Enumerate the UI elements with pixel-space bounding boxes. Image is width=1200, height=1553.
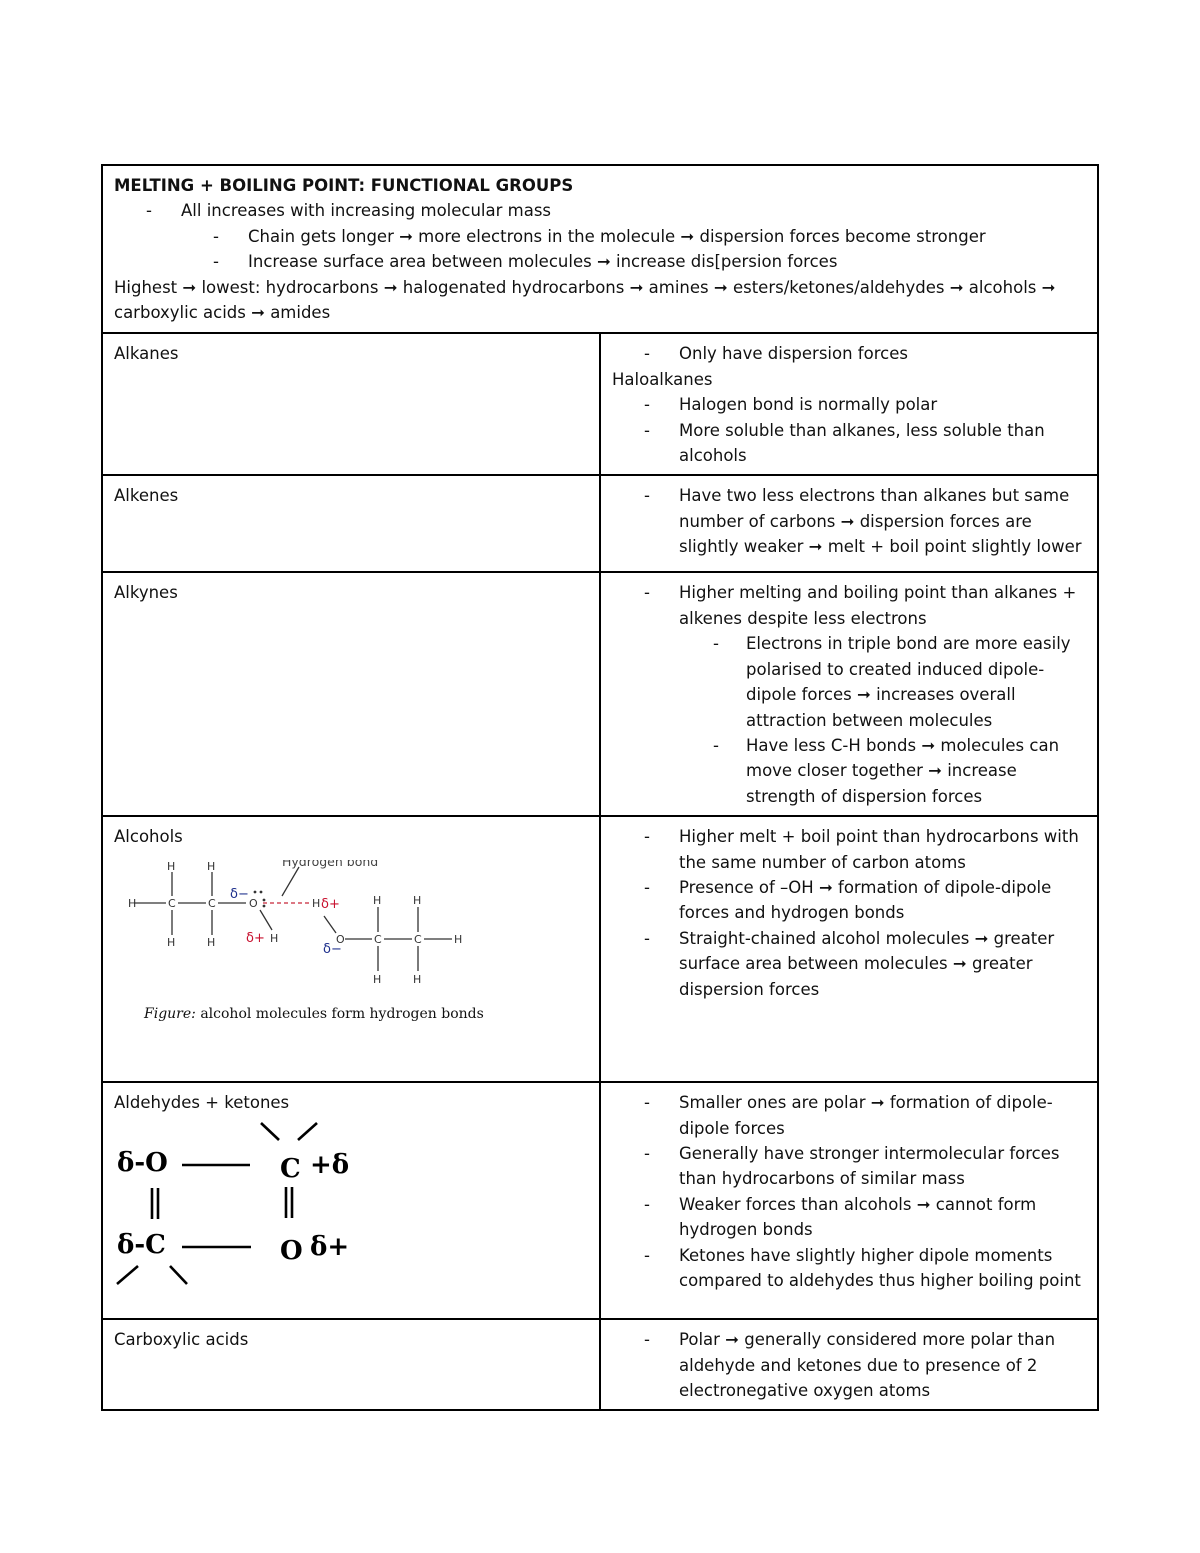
notes-table	[101, 164, 1099, 1411]
diagram-label: +δ	[310, 1149, 350, 1180]
atom-label: H	[373, 893, 382, 907]
table-row	[102, 572, 1098, 816]
list-item: - Have two less electrons than alkanes but same number of carbons ➞ dispersion forces are slightly weaker ➞ melt + boil point slightly lower	[612, 483, 1086, 559]
atom-label: C	[168, 896, 176, 910]
notes-cell	[600, 572, 1098, 816]
subheading: Haloalkanes	[612, 369, 713, 389]
table-row	[102, 475, 1098, 572]
table-row	[102, 1082, 1098, 1319]
group-label-cell	[102, 1319, 600, 1410]
group-label: Alkanes	[114, 344, 179, 364]
list-item: - Polar ➞ generally considered more polar than aldehyde and ketones due to presence of 2 electronegative oxygen atoms	[612, 1327, 1086, 1403]
atom-label: H	[454, 932, 463, 946]
group-label: Carboxylic acids	[114, 1330, 249, 1350]
diagram-label: δ-O	[117, 1147, 168, 1178]
atom-label: H	[167, 935, 176, 949]
notes-list	[612, 580, 1086, 631]
header-row	[102, 165, 1098, 333]
list-item: - Presence of –OH ➞ formation of dipole-dipole forces and hydrogen bonds	[612, 875, 1086, 926]
boiling-order-text: Highest ➞ lowest: hydrocarbons ➞ halogenated hydrocarbons ➞ amines ➞ esters/ketones/aldehydes ➞ alcohols ➞ carboxylic acids ➞ amides	[114, 277, 1056, 323]
hydrogen-bond-label: Hydrogen bond	[282, 859, 379, 869]
atom-label: C	[208, 896, 216, 910]
delta-plus-label: δ+	[246, 930, 265, 946]
notes-list	[612, 392, 1086, 468]
list-item: - Weaker forces than alcohols ➞ cannot form hydrogen bonds	[612, 1192, 1086, 1243]
notes-cell	[600, 333, 1098, 475]
notes-list	[612, 341, 1086, 366]
list-item: - Only have dispersion forces	[612, 341, 1086, 366]
notes-sheet	[101, 164, 1099, 1411]
notes-cell	[600, 1082, 1098, 1319]
figure-caption	[144, 1002, 484, 1027]
group-label-cell	[102, 572, 600, 816]
list-item: - Smaller ones are polar ➞ formation of dipole-dipole forces	[612, 1090, 1086, 1141]
notes-list	[612, 483, 1086, 559]
diagram-label: C	[280, 1153, 301, 1184]
group-label-cell	[102, 816, 600, 1082]
atom-label: H	[128, 896, 137, 910]
diagram-label: δ+	[310, 1231, 350, 1262]
diagram-label: O	[280, 1235, 303, 1266]
list-item: - Increase surface area between molecules ➞ increase dis[persion forces	[114, 249, 1086, 274]
figure-caption-label: Figure:	[144, 1005, 196, 1022]
atom-label: H	[167, 859, 176, 873]
atom-label: O	[249, 896, 258, 910]
notes-cell	[600, 1319, 1098, 1410]
notes-list	[612, 1090, 1086, 1293]
group-label-cell	[102, 475, 600, 572]
atom-label: H	[207, 935, 216, 949]
table-row	[102, 816, 1098, 1082]
group-label: Alkynes	[114, 583, 178, 603]
group-label: Alcohols	[114, 827, 183, 847]
notes-list	[612, 824, 1086, 1002]
atom-label: O	[336, 932, 345, 946]
list-item: - Electrons in triple bond are more easily polarised to created induced dipole-dipole forces ➞ increases overall attraction between molecules	[612, 631, 1086, 733]
figure-caption-text: alcohol molecules form hydrogen bonds	[200, 1005, 484, 1022]
atom-label: H	[413, 972, 422, 986]
list-item: - Ketones have slightly higher dipole moments compared to aldehydes thus higher boiling point	[612, 1243, 1086, 1294]
group-label-cell	[102, 333, 600, 475]
table-row	[102, 1319, 1098, 1410]
delta-minus-label: δ−	[230, 886, 249, 902]
notes-list	[612, 1327, 1086, 1403]
page-title: MELTING + BOILING POINT: FUNCTIONAL GROUPS	[114, 176, 574, 195]
list-item: - Higher melt + boil point than hydrocarbons with the same number of carbon atoms	[612, 824, 1086, 875]
diagram-label: δ-C	[117, 1229, 166, 1260]
header-bullets	[114, 198, 1086, 223]
delta-minus-label: δ−	[323, 941, 342, 957]
list-item: - Straight-chained alcohol molecules ➞ greater surface area between molecules ➞ greater dispersion forces	[612, 926, 1086, 1002]
delta-plus-label: δ+	[321, 896, 340, 912]
list-item: - Chain gets longer ➞ more electrons in the molecule ➞ dispersion forces become stronger	[114, 224, 1086, 249]
atom-label: H	[207, 859, 216, 873]
group-label-cell	[102, 1082, 600, 1319]
atom-label: H	[373, 972, 382, 986]
group-label: Aldehydes + ketones	[114, 1093, 290, 1113]
dipole-interaction-diagram	[114, 1116, 474, 1301]
atom-label: C	[414, 932, 422, 946]
atom-label: H	[270, 931, 279, 945]
list-item: - All increases with increasing molecular mass	[114, 198, 1086, 223]
header-cell	[102, 165, 1098, 333]
atom-label: H	[413, 893, 422, 907]
list-item: - Generally have stronger intermolecular forces than hydrocarbons of similar mass	[612, 1141, 1086, 1192]
list-item: - Halogen bond is normally polar	[612, 392, 1086, 417]
notes-cell	[600, 816, 1098, 1082]
atom-label: H	[312, 896, 321, 910]
list-item: - Have less C-H bonds ➞ molecules can move closer together ➞ increase strength of dispersion forces	[612, 733, 1086, 809]
atom-label: C	[374, 932, 382, 946]
list-item: - Higher melting and boiling point than alkanes + alkenes despite less electrons	[612, 580, 1086, 631]
group-label: Alkenes	[114, 486, 179, 506]
alcohol-hydrogen-bond-figure	[114, 860, 588, 1042]
table-row	[102, 333, 1098, 475]
notes-sub-list	[612, 631, 1086, 809]
header-sub-bullets	[114, 224, 1086, 275]
list-item: - More soluble than alkanes, less soluble than alcohols	[612, 418, 1086, 469]
notes-cell	[600, 475, 1098, 572]
